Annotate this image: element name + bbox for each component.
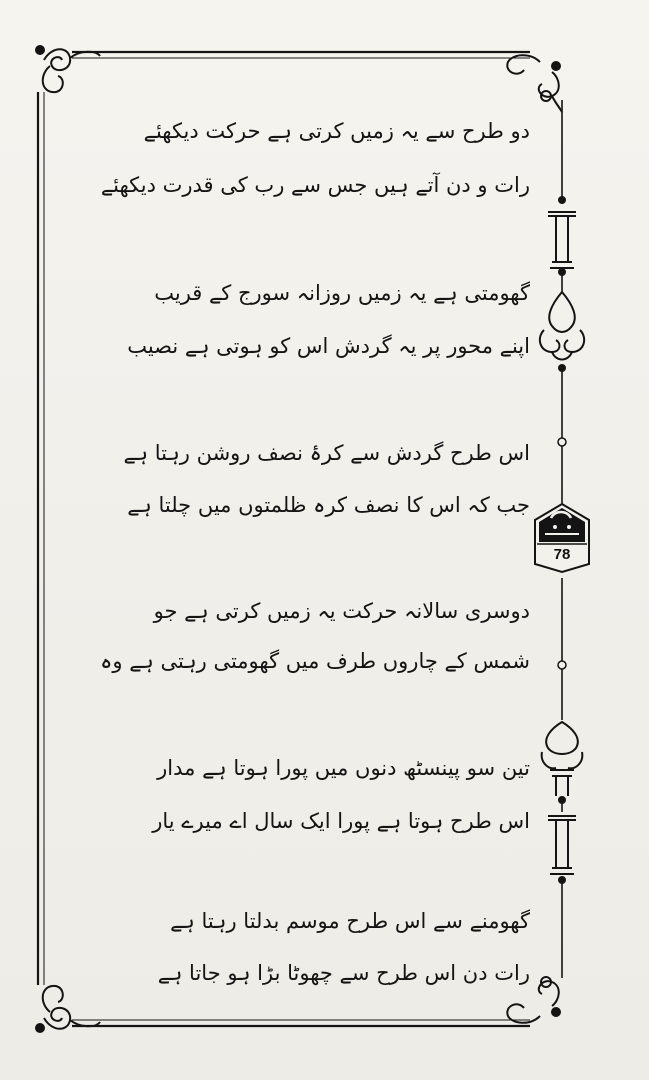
page-number: 78 [553,546,571,563]
fleuron-icon [542,722,583,803]
poem-line: تین سو پینسٹھ دنوں میں پورا ہوتا ہے مدار [157,756,530,780]
poem-line: اس طرح گردش سے کرۂ نصف روشن رہتا ہے [123,441,530,465]
poem-line: اس طرح ہوتا ہے پورا ایک سال اے میرے یار [152,809,530,833]
poem-line: گھومنے سے اس طرح موسم بدلتا رہتا ہے [170,909,530,933]
poem-line: رات و دن آتے ہیں جس سے رب کی قدرت دیکھئے [100,173,530,197]
poem [60,0,530,1080]
fleuron-icon [548,197,576,275]
fleuron-icon [540,292,584,371]
poem-line: اپنے محور پر یہ گردش اس کو ہوتی ہے نصیب [127,334,530,358]
page-badge [527,500,597,574]
poem-line: شمس کے چاروں طرف میں گھومتی رہتی ہے وہ [100,649,530,673]
poem-line: جب کہ اس کا نصف کرہ ظلمتوں میں چلتا ہے [127,493,530,517]
poem-line: گھومتی ہے یہ زمیں روزانہ سورج کے قریب [154,281,530,305]
poem-line: دو طرح سے یہ زمیں کرتی ہے حرکت دیکھئے [143,119,530,143]
fleuron-icon [548,816,576,883]
poem-line: دوسری سالانہ حرکت یہ زمیں کرتی ہے جو [153,599,530,623]
poem-line: رات دن اس طرح سے چھوٹا بڑا ہو جاتا ہے [157,961,530,985]
